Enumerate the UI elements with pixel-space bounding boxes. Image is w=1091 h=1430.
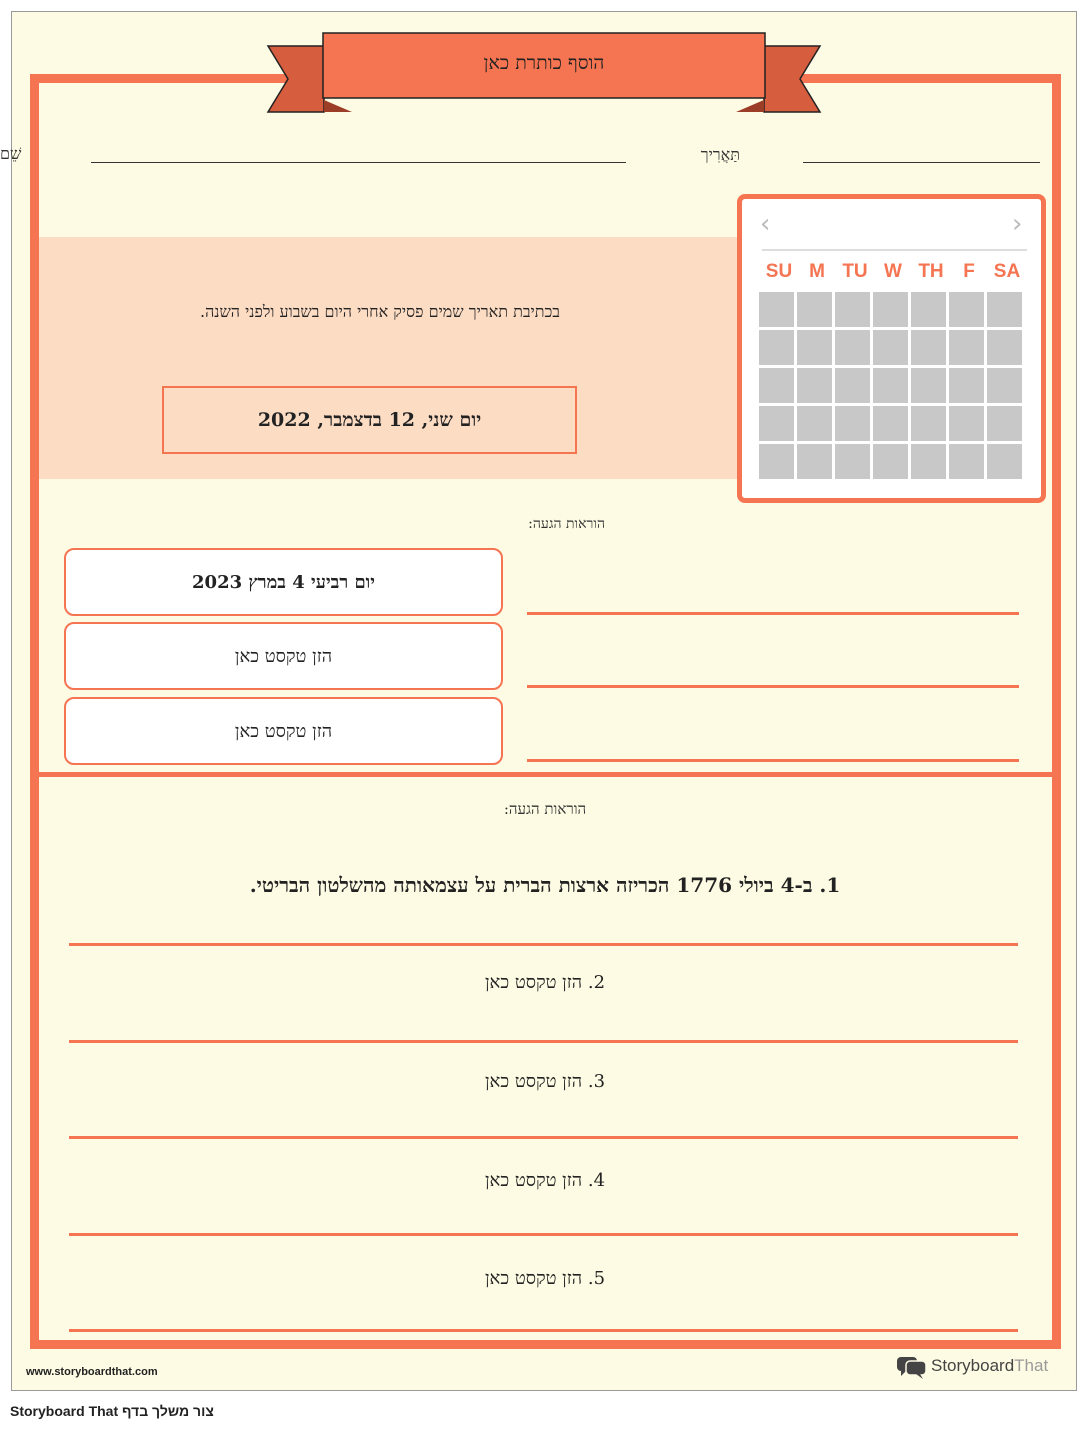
calendar-day-su: SU xyxy=(765,261,793,282)
logo-text-accent: That xyxy=(1014,1356,1049,1375)
question-3[interactable]: 3. הזן טקסט כאן xyxy=(484,1071,606,1092)
answer-box[interactable]: הזן טקסט כאן xyxy=(64,697,503,765)
calendar-cell[interactable] xyxy=(949,444,984,479)
calendar-cell[interactable] xyxy=(797,292,832,327)
instruction-text: בכתיבת תאריך שמים פסיק אחרי היום בשבוע ולפני השנה. xyxy=(199,302,561,321)
calendar-cell[interactable] xyxy=(949,368,984,403)
logo-text-main: Storyboard xyxy=(931,1356,1015,1375)
calendar-day-sa: SA xyxy=(993,261,1021,282)
answer-line[interactable] xyxy=(527,685,1019,688)
calendar-cell[interactable] xyxy=(759,292,794,327)
question-line xyxy=(69,1233,1018,1236)
date-line[interactable] xyxy=(803,162,1040,163)
question-4[interactable]: 4. הזן טקסט כאן xyxy=(484,1170,606,1191)
calendar-cell[interactable] xyxy=(949,292,984,327)
speech-bubble-icon xyxy=(896,1355,928,1379)
calendar-cell[interactable] xyxy=(987,330,1022,365)
answer-line[interactable] xyxy=(527,612,1019,615)
calendar-next-icon[interactable]: › xyxy=(1012,209,1023,239)
calendar-cell[interactable] xyxy=(911,444,946,479)
calendar-day-th: TH xyxy=(918,261,944,282)
calendar-cell[interactable] xyxy=(911,368,946,403)
calendar-cell[interactable] xyxy=(911,330,946,365)
answer-line[interactable] xyxy=(527,759,1019,762)
question-line xyxy=(69,943,1018,946)
calendar-cell[interactable] xyxy=(759,368,794,403)
calendar-cell[interactable] xyxy=(911,292,946,327)
calendar-cell[interactable] xyxy=(797,406,832,441)
calendar-cell[interactable] xyxy=(759,444,794,479)
calendar-day-tu: TU xyxy=(842,261,868,282)
calendar-cell[interactable] xyxy=(949,406,984,441)
calendar-cell[interactable] xyxy=(911,406,946,441)
calendar-cell[interactable] xyxy=(873,330,908,365)
storyboardthat-logo[interactable] xyxy=(896,1354,1066,1380)
calendar-cell[interactable] xyxy=(797,330,832,365)
calendar-cell[interactable] xyxy=(835,406,870,441)
calendar-day-f: F xyxy=(963,261,975,282)
calendar-cell[interactable] xyxy=(987,406,1022,441)
calendar-day-w: W xyxy=(884,261,902,282)
calendar-cell[interactable] xyxy=(835,330,870,365)
question-2[interactable]: 2. הזן טקסט כאן xyxy=(484,972,606,993)
section2-label: הוראות הגעה: xyxy=(503,800,587,818)
calendar-cell[interactable] xyxy=(949,330,984,365)
calendar-header-line xyxy=(762,249,1027,251)
calendar-widget xyxy=(737,194,1046,503)
question-line xyxy=(69,1329,1018,1332)
answer-box[interactable]: הזן טקסט כאן xyxy=(64,622,503,690)
calendar-cell[interactable] xyxy=(987,444,1022,479)
calendar-cell[interactable] xyxy=(835,444,870,479)
calendar-cell[interactable] xyxy=(835,292,870,327)
answer-box[interactable]: יום רביעי 4 במרץ 2023 xyxy=(64,548,503,616)
calendar-cell[interactable] xyxy=(873,444,908,479)
page-title[interactable]: הוסף כותרת כאן xyxy=(483,52,605,74)
name-label: שֵׁם xyxy=(0,144,22,163)
calendar-cell[interactable] xyxy=(873,406,908,441)
calendar-cell[interactable] xyxy=(987,368,1022,403)
calendar-cell[interactable] xyxy=(873,292,908,327)
calendar-cell[interactable] xyxy=(759,406,794,441)
question-1[interactable]: 1. ב-4 ביולי 1776 הכריזה ארצות הברית על עצמאותה מהשלטון הבריטי. xyxy=(249,873,841,897)
question-line xyxy=(69,1040,1018,1043)
credit-link[interactable]: צור משלך בדף Storyboard That xyxy=(10,1403,214,1419)
calendar-prev-icon[interactable]: ‹ xyxy=(760,209,771,239)
calendar-day-m: M xyxy=(809,261,825,282)
date-label: תַּאֲרִיך xyxy=(700,145,740,164)
section1-label: הוראות הגעה: xyxy=(528,516,605,532)
calendar-cell[interactable] xyxy=(987,292,1022,327)
calendar-cell[interactable] xyxy=(759,330,794,365)
example-date-box: יום שני, 12 בדצמבר, 2022 xyxy=(162,386,577,454)
calendar-cell[interactable] xyxy=(873,368,908,403)
calendar-cell[interactable] xyxy=(797,368,832,403)
question-line xyxy=(69,1136,1018,1139)
section-divider xyxy=(30,772,1061,777)
calendar-cell[interactable] xyxy=(797,444,832,479)
name-line[interactable] xyxy=(91,162,626,163)
calendar-cell[interactable] xyxy=(835,368,870,403)
footer-url[interactable]: www.storyboardthat.com xyxy=(26,1366,158,1378)
question-5[interactable]: 5. הזן טקסט כאן xyxy=(484,1268,606,1289)
